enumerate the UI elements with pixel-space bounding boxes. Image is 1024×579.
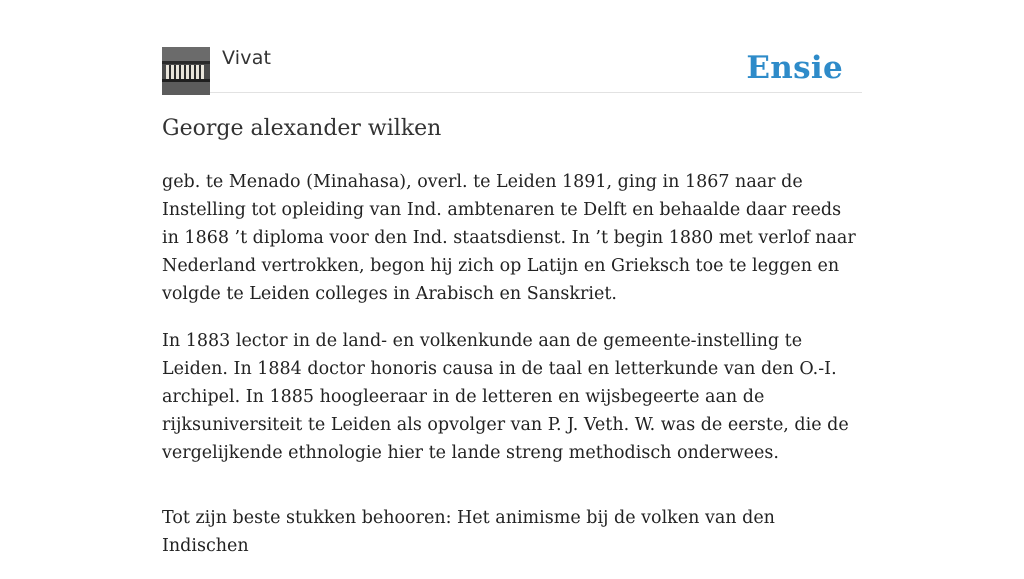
header [162,0,862,93]
article-paragraph-2: In 1883 lector in de land- en volkenkunde aan de gemeente-instelling te Leiden. In 1884 doctor honoris causa in de taal en letterkunde van den O.-I. archipel. In 1885 hoogleeraar in de letteren en wijsbegeerte aan de rijksuniversiteit te Leiden als opvolger van P. J. Veth. W. was de eerste, die de vergelijkende ethnologie hier te lande streng methodisch onderwees. [162,331,849,463]
article-paragraph-1: geb. te Menado (Minahasa), overl. te Leiden 1891, ging in 1867 naar de Instelling tot opleiding van Ind. ambtenaren te Delft en behaalde daar reeds in 1868 ’t diploma voor den Ind. staatsdienst. In ’t begin 1880 met verlof naar Nederland vertrokken, begon hij zich op Latijn en Grieksch toe te leggen en volgde te Leiden colleges in Arabisch en Sanskriet. [162,172,856,304]
page-container [162,0,862,556]
page-title: George alexander wilken [162,116,442,141]
article-paragraph-3: Tot zijn beste stukken behooren: Het animisme bij de volken van den Indischen [162,508,775,556]
brand-logo[interactable]: Ensie [746,50,843,86]
article-body [162,168,862,579]
site-name[interactable]: Vivat [222,47,272,69]
bookshelf-avatar-icon[interactable] [162,47,210,95]
